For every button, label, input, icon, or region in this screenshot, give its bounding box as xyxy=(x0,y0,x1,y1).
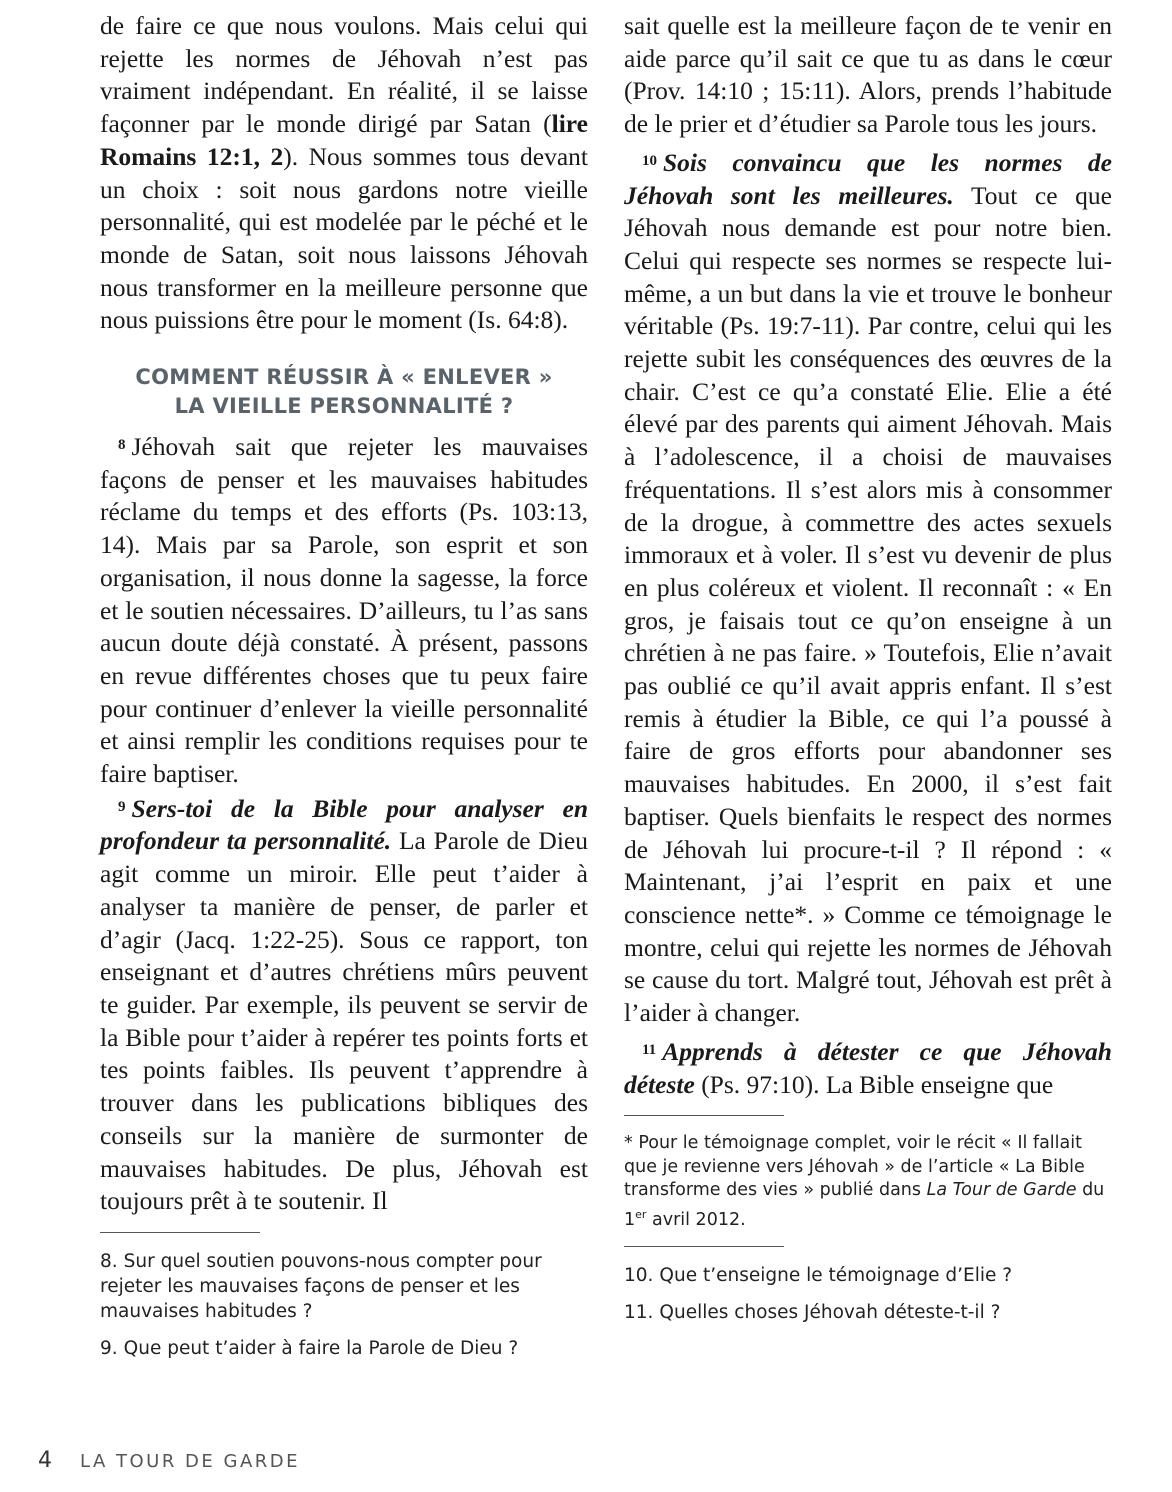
paragraph-9-continued: sait quelle est la meilleure façon de te venir en aide parce qu’il sait ce que tu as dans le cœur (Prov. 14:10 ; 15:11). Alors, prends l’habitude de le prier et d’étudier sa Parole tous les jours. xyxy=(624,11,1112,139)
paragraph-11: $^{11}$ Apprends à détester ce que Jéhovah déteste (Ps. 97:10). La Bible enseigne que xyxy=(624,1036,1112,1099)
footnote-divider xyxy=(624,1246,784,1247)
study-questions xyxy=(624,1263,1112,1325)
paragraph-number: 8 xyxy=(118,437,126,454)
study-question: 8. Sur quel soutien pouvons-nous compter pour rejeter les mauvaises façons de penser et les mauvaises habitudes ? xyxy=(100,1250,542,1322)
paragraph-9: $^9$ Sers-toi de la Bible pour analyser en profondeur ta personnalité. La Parole de Dieu agit comme un miroir. Elle peut t’aider à analyser ta manière de penser, de parler et d’agir (Jacq. 1:22-25). Sous ce rapport, ton enseignant et d’autres chrétiens mûrs peuvent te guider. Par exemple, ils peuvent se servir de la Bible pour t’aider à repérer tes points forts et tes points faibles. Ils peuvent t’apprendre à trouver dans les publications bibliques des conseils sur la manière de surmonter de mauvaises habitudes. De plus, Jéhovah est toujours prêt à te soutenir. Il xyxy=(100,793,588,1216)
paragraph-number: 9 xyxy=(118,798,126,815)
publication-title: La Tour de Garde xyxy=(926,1180,1077,1201)
footnote: * Pour le témoignage complet, voir le récit « Il fallait que je revienne vers Jéhovah » de l’article « La Bible transforme des vies » publié dans La Tour de Garde du 1er avril 2012. xyxy=(624,1133,1105,1230)
footnote-divider xyxy=(100,1232,260,1233)
right-column xyxy=(624,10,1112,1337)
section-heading: COMMENT RÉUSSIR À « ENLEVER » LA VIEILLE PERSONNALITÉ ? xyxy=(135,365,553,419)
publication-name: LA TOUR DE GARDE xyxy=(80,1451,300,1472)
paragraph-lead: Sois convaincu que les normes de Jéhovah sont les meilleures. xyxy=(624,147,1112,210)
paragraph-number: 11 xyxy=(642,1041,657,1058)
study-question: 9. Que peut t’aider à faire la Parole de Dieu ? xyxy=(100,1337,519,1359)
footnote-divider xyxy=(624,1115,784,1116)
scripture-reference-link[interactable]: lire Romains 12:1, 2 xyxy=(100,109,588,171)
study-questions xyxy=(100,1249,588,1361)
study-question: 10. Que t’enseigne le témoignage d’Elie ? xyxy=(624,1265,1013,1287)
page-number: 4 xyxy=(38,1448,52,1473)
paragraph-10: $^{10}$ Sois convaincu que les normes de Jéhovah sont les meilleures. Tout ce que Jéhovah nous demande est pour notre bien. Celui qui respecte ses normes se respecte lui-même, a un but dans la vie et trouve le bonheur véritable (Ps. 19:7-11). Par contre, celui qui les rejette subit les conséquences des œuvres de la chair. C’est ce qu’a constaté Elie. Elie a été élevé par des parents qui aiment Jéhovah. Mais à l’adolescence, il a choisi de mauvaises fréquentations. Il s’est alors mis à consommer de la drogue, à commettre des actes sexuels immoraux et à voler. Il s’est vu devenir de plus en plus coléreux et violent. Il reconnaît : « En gros, je faisais tout ce qu’on enseigne à un chrétien à ne pas faire. » Toutefois, Elie n’avait pas oublié ce qu’il avait appris enfant. Il s’est remis à étudier la Bible, ce qui l’a poussé à faire de gros efforts pour abandonner ses mauvaises habitudes. En 2000, il s’est fait baptiser. Quels bienfaits le respect des normes de Jéhovah lui procure-t-il ? Il répond : « Maintenant, j’ai l’esprit en paix et une conscience nette*. » Comme ce témoignage le montre, celui qui rejette les normes de Jéhovah se cause du tort. Malgré tout, Jéhovah est prêt à l’aider à changer. xyxy=(624,147,1112,1028)
paragraph-8: $^8$ Jéhovah sait que rejeter les mauvaises façons de penser et les mauvaises habitudes réclame du temps et des efforts (Ps. 103:13, 14). Mais par sa Parole, son esprit et son organisation, il nous donne la sagesse, la force et le soutien nécessaires. D’ailleurs, tu l’as sans aucun doute déjà constaté. À présent, passons en revue différentes choses que tu peux faire pour continuer d’enlever la vieille personnalité et ainsi remplir les conditions requises pour te faire baptiser. xyxy=(100,432,588,789)
study-question: 11. Quelles choses Jéhovah déteste-t-il ? xyxy=(624,1302,1001,1324)
paragraph-number: 10 xyxy=(642,152,657,169)
left-column xyxy=(100,10,588,1373)
paragraph-lead: Apprends à détester ce que Jéhovah déteste xyxy=(624,1036,1112,1099)
page-footer xyxy=(38,1448,300,1473)
paragraph-lead: Sers-toi de la Bible pour analyser en profondeur ta personnalité. xyxy=(100,793,588,856)
paragraph-7-continued: de faire ce que nous voulons. Mais celui qui rejette les normes de Jéhovah n’est pas vraiment indépendant. En réalité, il se laisse façonner par le monde dirigé par Satan (lire Romains 12:1, 2). Nous sommes tous devant un choix : soit nous gardons notre vieille personnalité, qui est modelée par le péché et le monde de Satan, soit nous laissons Jéhovah nous transformer en la meilleure personne que nous puissions être pour le moment (Is. 64:8). xyxy=(100,11,588,335)
